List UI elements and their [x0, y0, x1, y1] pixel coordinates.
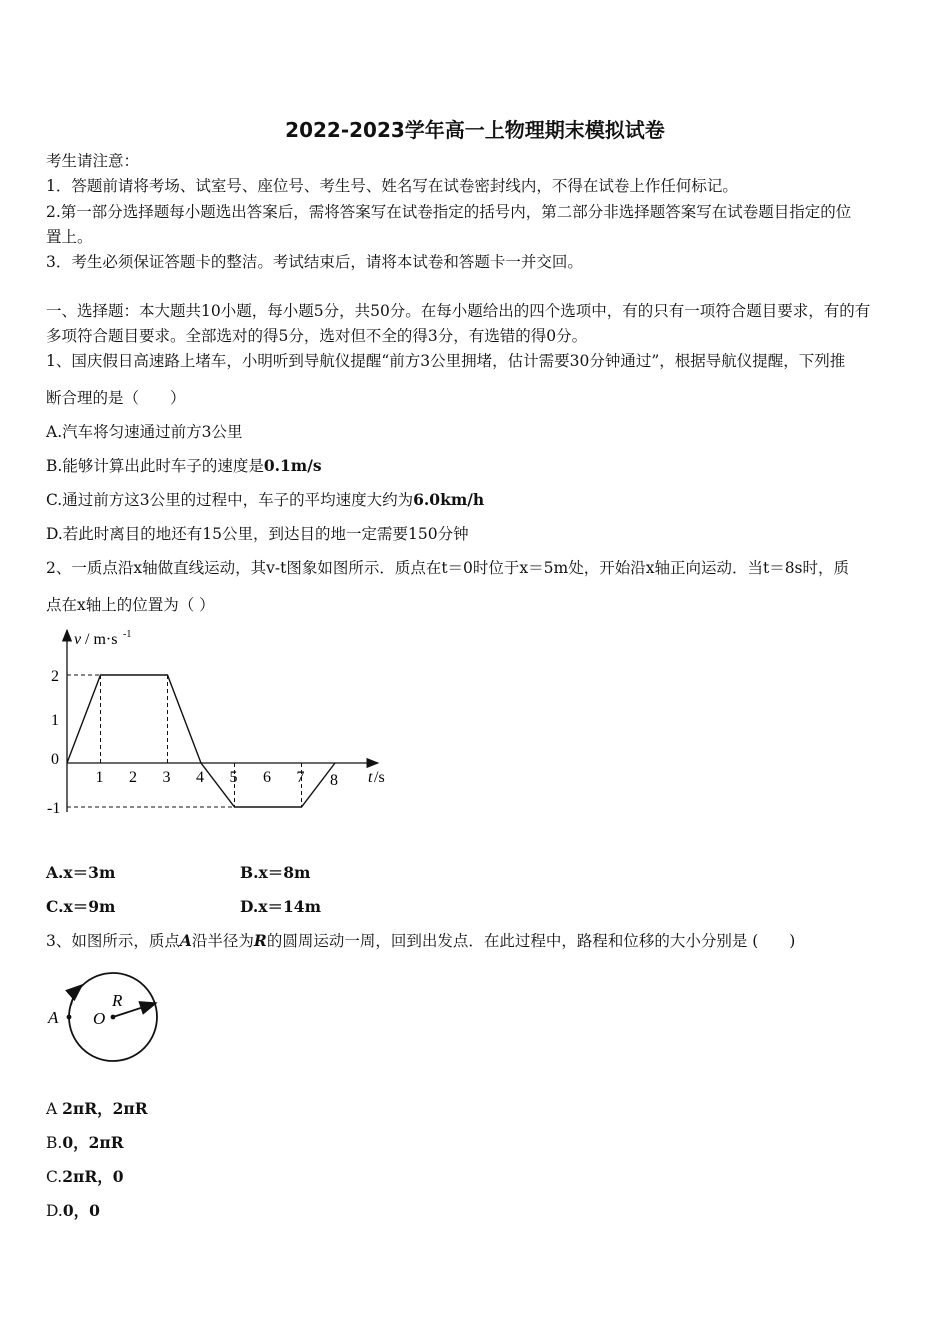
x-tick-8: 8 — [330, 772, 338, 789]
q1-option-d: D.若此时离目的地还有15公里，到达目的地一定需要150分钟 — [46, 525, 469, 543]
q2-option-c: C.x＝9m — [46, 897, 116, 916]
q3-option-d: D.0，0 — [46, 1201, 100, 1220]
y-tick-0: 0 — [51, 751, 59, 768]
section-heading-line1: 一、选择题：本大题共10小题，每小题5分，共50分。在每小题给出的四个选项中，有的只有一项符合题目要求，有的有 — [46, 302, 871, 320]
velocity-line — [67, 675, 335, 807]
x-tick-6: 6 — [263, 769, 271, 786]
q3-option-c: C.2πR，0 — [46, 1167, 124, 1186]
notice-item-2-cont: 置上。 — [46, 228, 93, 246]
q1-stem-line2: 断合理的是（ ） — [46, 389, 186, 407]
q1-option-b: B.能够计算出此时车子的速度是0.1m/s — [46, 456, 322, 475]
q2-stem-line2: 点在x轴上的位置为（ ） — [46, 596, 215, 614]
label-r: R — [112, 991, 123, 1010]
y-tick--1: -1 — [47, 800, 61, 817]
page-title: 2022-2023学年高一上物理期末模拟试卷 — [285, 118, 665, 142]
q3-option-b: B.0，2πR — [46, 1133, 124, 1152]
notice-heading: 考生请注意： — [46, 152, 140, 170]
q1-stem-line1: 1、国庆假日高速路上堵车，小明听到导航仪提醒“前方3公里拥堵，估计需要30分钟通过”，根据导航仪提醒，下列推 — [46, 352, 846, 370]
notice-item-1: 1．答题前请将考场、试室号、座位号、考生号、姓名写在试卷密封线内，不得在试卷上作任何标记。 — [46, 177, 738, 195]
vt-graph — [38, 622, 398, 834]
x-tick-2: 2 — [129, 769, 137, 786]
x-tick-1: 1 — [95, 769, 104, 786]
circle-diagram — [40, 965, 170, 1070]
x-tick-5: 5 — [229, 769, 238, 786]
y-axis-label: v — [74, 631, 82, 648]
y-tick-2: 2 — [51, 668, 59, 685]
q3-option-a: A 2πR，2πR — [46, 1099, 148, 1118]
label-a: A — [48, 1008, 59, 1027]
y-axis-unit-exp: -1 — [123, 629, 132, 640]
q1-option-a: A.汽车将匀速通过前方3公里 — [46, 423, 243, 441]
q2-stem-line1: 2、一质点沿x轴做直线运动，其v-t图象如图所示．质点在t＝0时位于x＝5m处，开始沿x轴正向运动．当t＝8s时，质 — [46, 559, 850, 577]
x-axis-unit: /s — [374, 769, 385, 786]
point-a-dot — [67, 1015, 72, 1020]
q2-option-d: D.x＝14m — [240, 897, 321, 916]
x-tick-7: 7 — [296, 769, 305, 786]
label-o: O — [93, 1009, 106, 1028]
q2-option-a: A.x＝3m — [46, 863, 116, 882]
section-heading-line2: 多项符合题目要求。全部选对的得5分，选对但不全的得3分，有选错的得0分。 — [46, 327, 588, 345]
guide-lines — [67, 675, 302, 807]
q3-stem: 3、如图所示，质点A沿半径为R的圆周运动一周，回到出发点．在此过程中，路程和位移的大小分别是 ( ) — [46, 931, 796, 950]
x-tick-3: 3 — [162, 769, 171, 786]
y-axis-unit: / m·s — [85, 631, 118, 648]
x-axis-label: t — [368, 769, 373, 786]
notice-item-3: 3．考生必须保证答题卡的整洁。考试结束后，请将本试卷和答题卡一并交回。 — [46, 253, 583, 271]
x-tick-4: 4 — [196, 769, 204, 786]
y-tick-1: 1 — [51, 712, 59, 729]
notice-item-2: 2.第一部分选择题每小题选出答案后，需将答案写在试卷指定的括号内，第二部分非选择题答案写在试卷题目指定的位 — [46, 203, 852, 221]
q1-option-c: C.通过前方这3公里的过程中，车子的平均速度大约为6.0km/h — [46, 490, 485, 509]
q2-option-b: B.x＝8m — [240, 863, 311, 882]
